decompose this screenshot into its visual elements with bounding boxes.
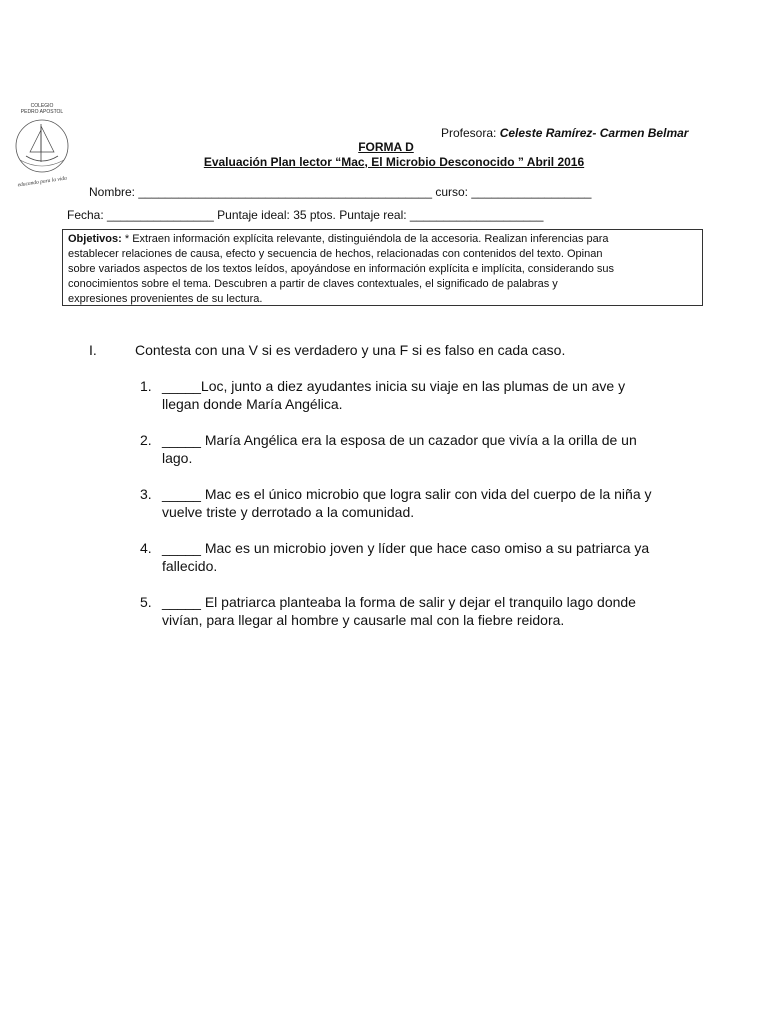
section-number: I. [89,342,97,358]
question-text-cont: fallecido. [162,558,218,574]
teacher-names: Celeste Ramírez- Carmen Belmar [499,126,689,140]
question-number: 2. [140,432,152,448]
question-text-cont: vuelve triste y derrotado a la comunidad. [162,504,415,520]
svg-text:COLEGIO: COLEGIO [30,103,54,109]
objectives-line-1: Objetivos: * Extraen información explícita relevante, distinguiéndola de la accesoria. Realizan inferencias para [68,233,609,245]
question-text: _____ El patriarca planteaba la forma de salir y dejar el tranquilo lago donde [162,594,636,610]
date-score-field: Fecha: ________________ Puntaje ideal: 35 ptos. Puntaje real: ____________________ [67,208,544,222]
teacher-label: Profesora: [441,126,497,140]
evaluation-title: Evaluación Plan lector “Mac, El Microbio Desconocido ” Abril 2016 [203,155,585,169]
question-number: 1. [140,378,152,394]
question-number: 5. [140,594,152,610]
question-text-cont: llegan donde María Angélica. [162,396,343,412]
question-number: 3. [140,486,152,502]
section-instruction: Contesta con una V si es verdadero y una F si es falso en cada caso. [135,342,566,358]
name-course-field: Nombre: ____________________________________________ curso: __________________ [89,185,592,199]
question-text-cont: vivían, para llegar al hombre y causarle mal con la fiebre reidora. [162,612,565,628]
svg-text:PEDRO APOSTOL: PEDRO APOSTOL [20,109,64,115]
question-text: _____ Mac es el único microbio que logra salir con vida del cuerpo de la niña y [162,486,652,502]
svg-text:educando para la vida: educando para la vida [17,175,68,189]
question-text: _____ María Angélica era la esposa de un cazador que vivía a la orilla de un [162,432,637,448]
objectives-line-2: establecer relaciones de causa, efecto y secuencia de hechos, relacionadas con contenidos del texto. Opinan [68,248,603,260]
question-number: 4. [140,540,152,556]
question-text: _____Loc, junto a diez ayudantes inicia su viaje en las plumas de un ave y [162,378,626,394]
objectives-line-4: conocimientos sobre el tema. Descubren a partir de claves contextuales, el significado de palabras y [68,278,558,290]
form-title: FORMA D [358,140,414,154]
question-text: _____ Mac es un microbio joven y líder que hace caso omiso a su patriarca ya [162,540,650,556]
teacher-line [441,126,688,140]
objectives-line-5: expresiones provenientes de su lectura. [68,293,263,305]
objectives-label: Objetivos: [68,233,122,245]
objectives-box [62,229,703,306]
question-text-cont: lago. [162,450,193,466]
objectives-line-3: sobre variados aspectos de los textos leídos, apoyándose en información explícita e implícita, considerando sus [68,263,615,275]
